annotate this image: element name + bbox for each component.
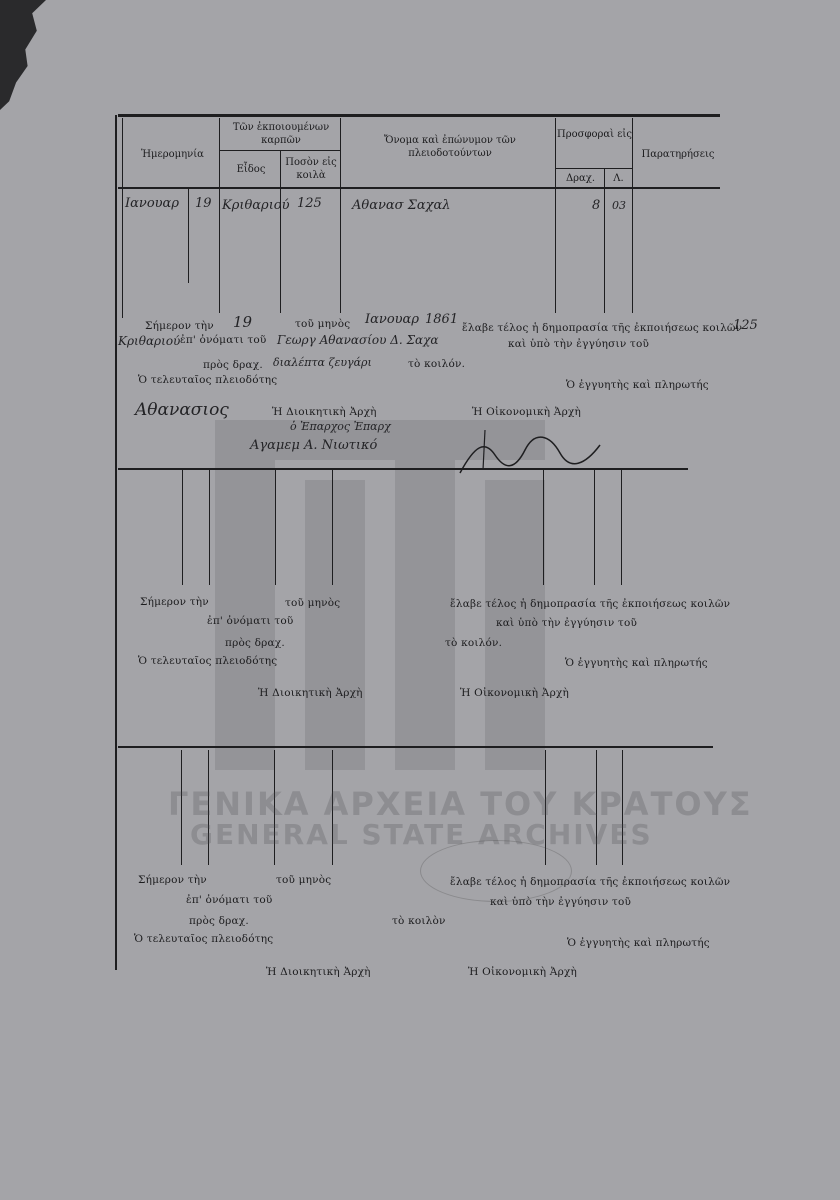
header-remarks: Παρατηρήσεις bbox=[641, 149, 715, 160]
entry-drachmas: 8 bbox=[592, 198, 601, 213]
record2-per-kilo: τὸ κοιλόν. bbox=[445, 637, 503, 649]
record3-per-kilo: τὸ κοιλὸν bbox=[392, 915, 446, 927]
record2-price-label: πρὸς δραχ. bbox=[225, 637, 285, 649]
record-separator-1 bbox=[118, 468, 688, 470]
record2-last-bidder: Ὁ τελευταῖος πλειοδότης bbox=[138, 655, 278, 667]
record3-admin: Ἡ Διοικητικὴ Ἀρχὴ bbox=[266, 966, 371, 978]
record2-econ: Ἡ Οἰκονομικὴ Ἀρχὴ bbox=[460, 687, 570, 699]
record3-today: Σήμερον τὴν bbox=[138, 874, 207, 886]
record1-per-kilo: τὸ κοιλόν. bbox=[408, 358, 466, 370]
record3-guarantor: Ὁ ἐγγυητὴς καὶ πληρωτής bbox=[567, 937, 710, 949]
entry-day: 19 bbox=[195, 196, 212, 211]
torn-corner bbox=[0, 0, 46, 110]
header-fruits: Τῶν ἐκποιουμένων καρπῶν bbox=[232, 122, 330, 146]
watermark-english: GENERAL STATE ARCHIVES bbox=[190, 818, 653, 851]
record1-last-bidder: Ὁ τελευταῖος πλειοδότης bbox=[138, 374, 278, 386]
record1-admin-signature-1: ὁ Ἐπαρχος Ἐπαρχ bbox=[290, 420, 391, 433]
header-offers: Προσφοραὶ εἰς bbox=[557, 129, 632, 140]
watermark-greek: ΓΕΝΙΚΑ ΑΡΧΕΙΑ ΤΟΥ ΚΡΑΤΟΥΣ bbox=[168, 785, 753, 823]
record1-kind: Κριθαριού bbox=[118, 334, 181, 348]
record2-in-name: ἐπ' ὀνόματι τοῦ bbox=[207, 615, 294, 627]
record1-today: Σήμερον τὴν bbox=[145, 320, 214, 332]
entry-name: Αθανασ Σαχαλ bbox=[352, 198, 451, 213]
table-top-border bbox=[118, 114, 720, 117]
header-bottom-border bbox=[118, 187, 720, 189]
record-separator-2 bbox=[118, 746, 713, 748]
header-date: Ἡμερομηνία bbox=[141, 149, 204, 160]
record2-guarantor: Ὁ ἐγγυητὴς καὶ πληρωτής bbox=[565, 657, 708, 669]
record1-bidder-signature: Αθανασιος bbox=[135, 400, 229, 420]
record1-in-name: ἐπ' ὀνόματι τοῦ bbox=[180, 334, 267, 346]
record1-ended: ἔλαβε τέλος ἡ δημοπρασία τῆς ἐκποιήσεως κοιλῶν bbox=[462, 322, 743, 334]
record2-today: Σήμερον τὴν bbox=[140, 596, 209, 608]
record2-month-label: τοῦ μηνὸς bbox=[285, 597, 341, 609]
entry-month: Ιανουαρ bbox=[125, 196, 179, 211]
record1-qty: 125 bbox=[733, 318, 758, 333]
header-lepta: Λ. bbox=[613, 173, 624, 184]
record1-admin: Ἡ Διοικητικὴ Ἀρχὴ bbox=[272, 406, 377, 418]
record1-guarantee: καὶ ὑπὸ τὴν ἐγγύησιν τοῦ bbox=[508, 338, 650, 350]
left-border bbox=[115, 115, 117, 970]
record3-last-bidder: Ὁ τελευταῖος πλειοδότης bbox=[134, 933, 274, 945]
header-quantity: Ποσὸν εἰς κοιλὰ bbox=[285, 157, 337, 181]
record2-guarantee: καὶ ὑπὸ τὴν ἐγγύησιν τοῦ bbox=[496, 617, 638, 629]
record3-guarantee: καὶ ὑπὸ τὴν ἐγγύησιν τοῦ bbox=[490, 896, 632, 908]
record3-econ: Ἡ Οἰκονομικὴ Ἀρχὴ bbox=[468, 966, 578, 978]
record3-month-label: τοῦ μηνὸς bbox=[276, 874, 332, 886]
record2-ended: ἔλαβε τέλος ἡ δημοπρασία τῆς ἐκποιήσεως κοιλῶν bbox=[450, 598, 731, 610]
record3-in-name: ἐπ' ὀνόματι τοῦ bbox=[186, 894, 273, 906]
record1-month-label: τοῦ μηνὸς bbox=[295, 318, 351, 330]
econ-signature bbox=[455, 425, 605, 480]
record2-admin: Ἡ Διοικητικὴ Ἀρχὴ bbox=[258, 687, 363, 699]
entry-quantity: 125 bbox=[297, 196, 322, 211]
record1-guarantor: Ὁ ἐγγυητὴς καὶ πληρωτής bbox=[566, 379, 709, 391]
record3-ended: ἔλαβε τέλος ἡ δημοπρασία τῆς ἐκποιήσεως κοιλῶν bbox=[450, 876, 731, 888]
record1-admin-signature-2: Αγαμεμ Α. Νιωτικό bbox=[250, 438, 378, 453]
record1-price-label: πρὸς δραχ. bbox=[203, 359, 263, 371]
record3-price-label: πρὸς δραχ. bbox=[189, 915, 249, 927]
record1-econ: Ἡ Οἰκονομικὴ Ἀρχὴ bbox=[472, 406, 582, 418]
record1-day: 19 bbox=[233, 313, 253, 331]
header-drachmas: Δραχ. bbox=[565, 173, 596, 184]
left-border-inner bbox=[122, 118, 123, 318]
header-bidder: Ὄνομα καὶ ἐπώνυμον τῶν πλειοδοτούντων bbox=[384, 135, 516, 159]
record1-month: Ιανουαρ bbox=[365, 312, 419, 327]
record1-name: Γεωργ Αθανασίου Δ. Σαχα bbox=[277, 333, 439, 347]
entry-kind: Κριθαριού bbox=[222, 198, 290, 213]
record1-price: διαλέπτα ζευγάρι bbox=[273, 356, 372, 369]
entry-lepta: 03 bbox=[612, 199, 626, 212]
header-kind: Εἶδος bbox=[236, 164, 266, 175]
record1-year: 1861 bbox=[425, 312, 459, 327]
